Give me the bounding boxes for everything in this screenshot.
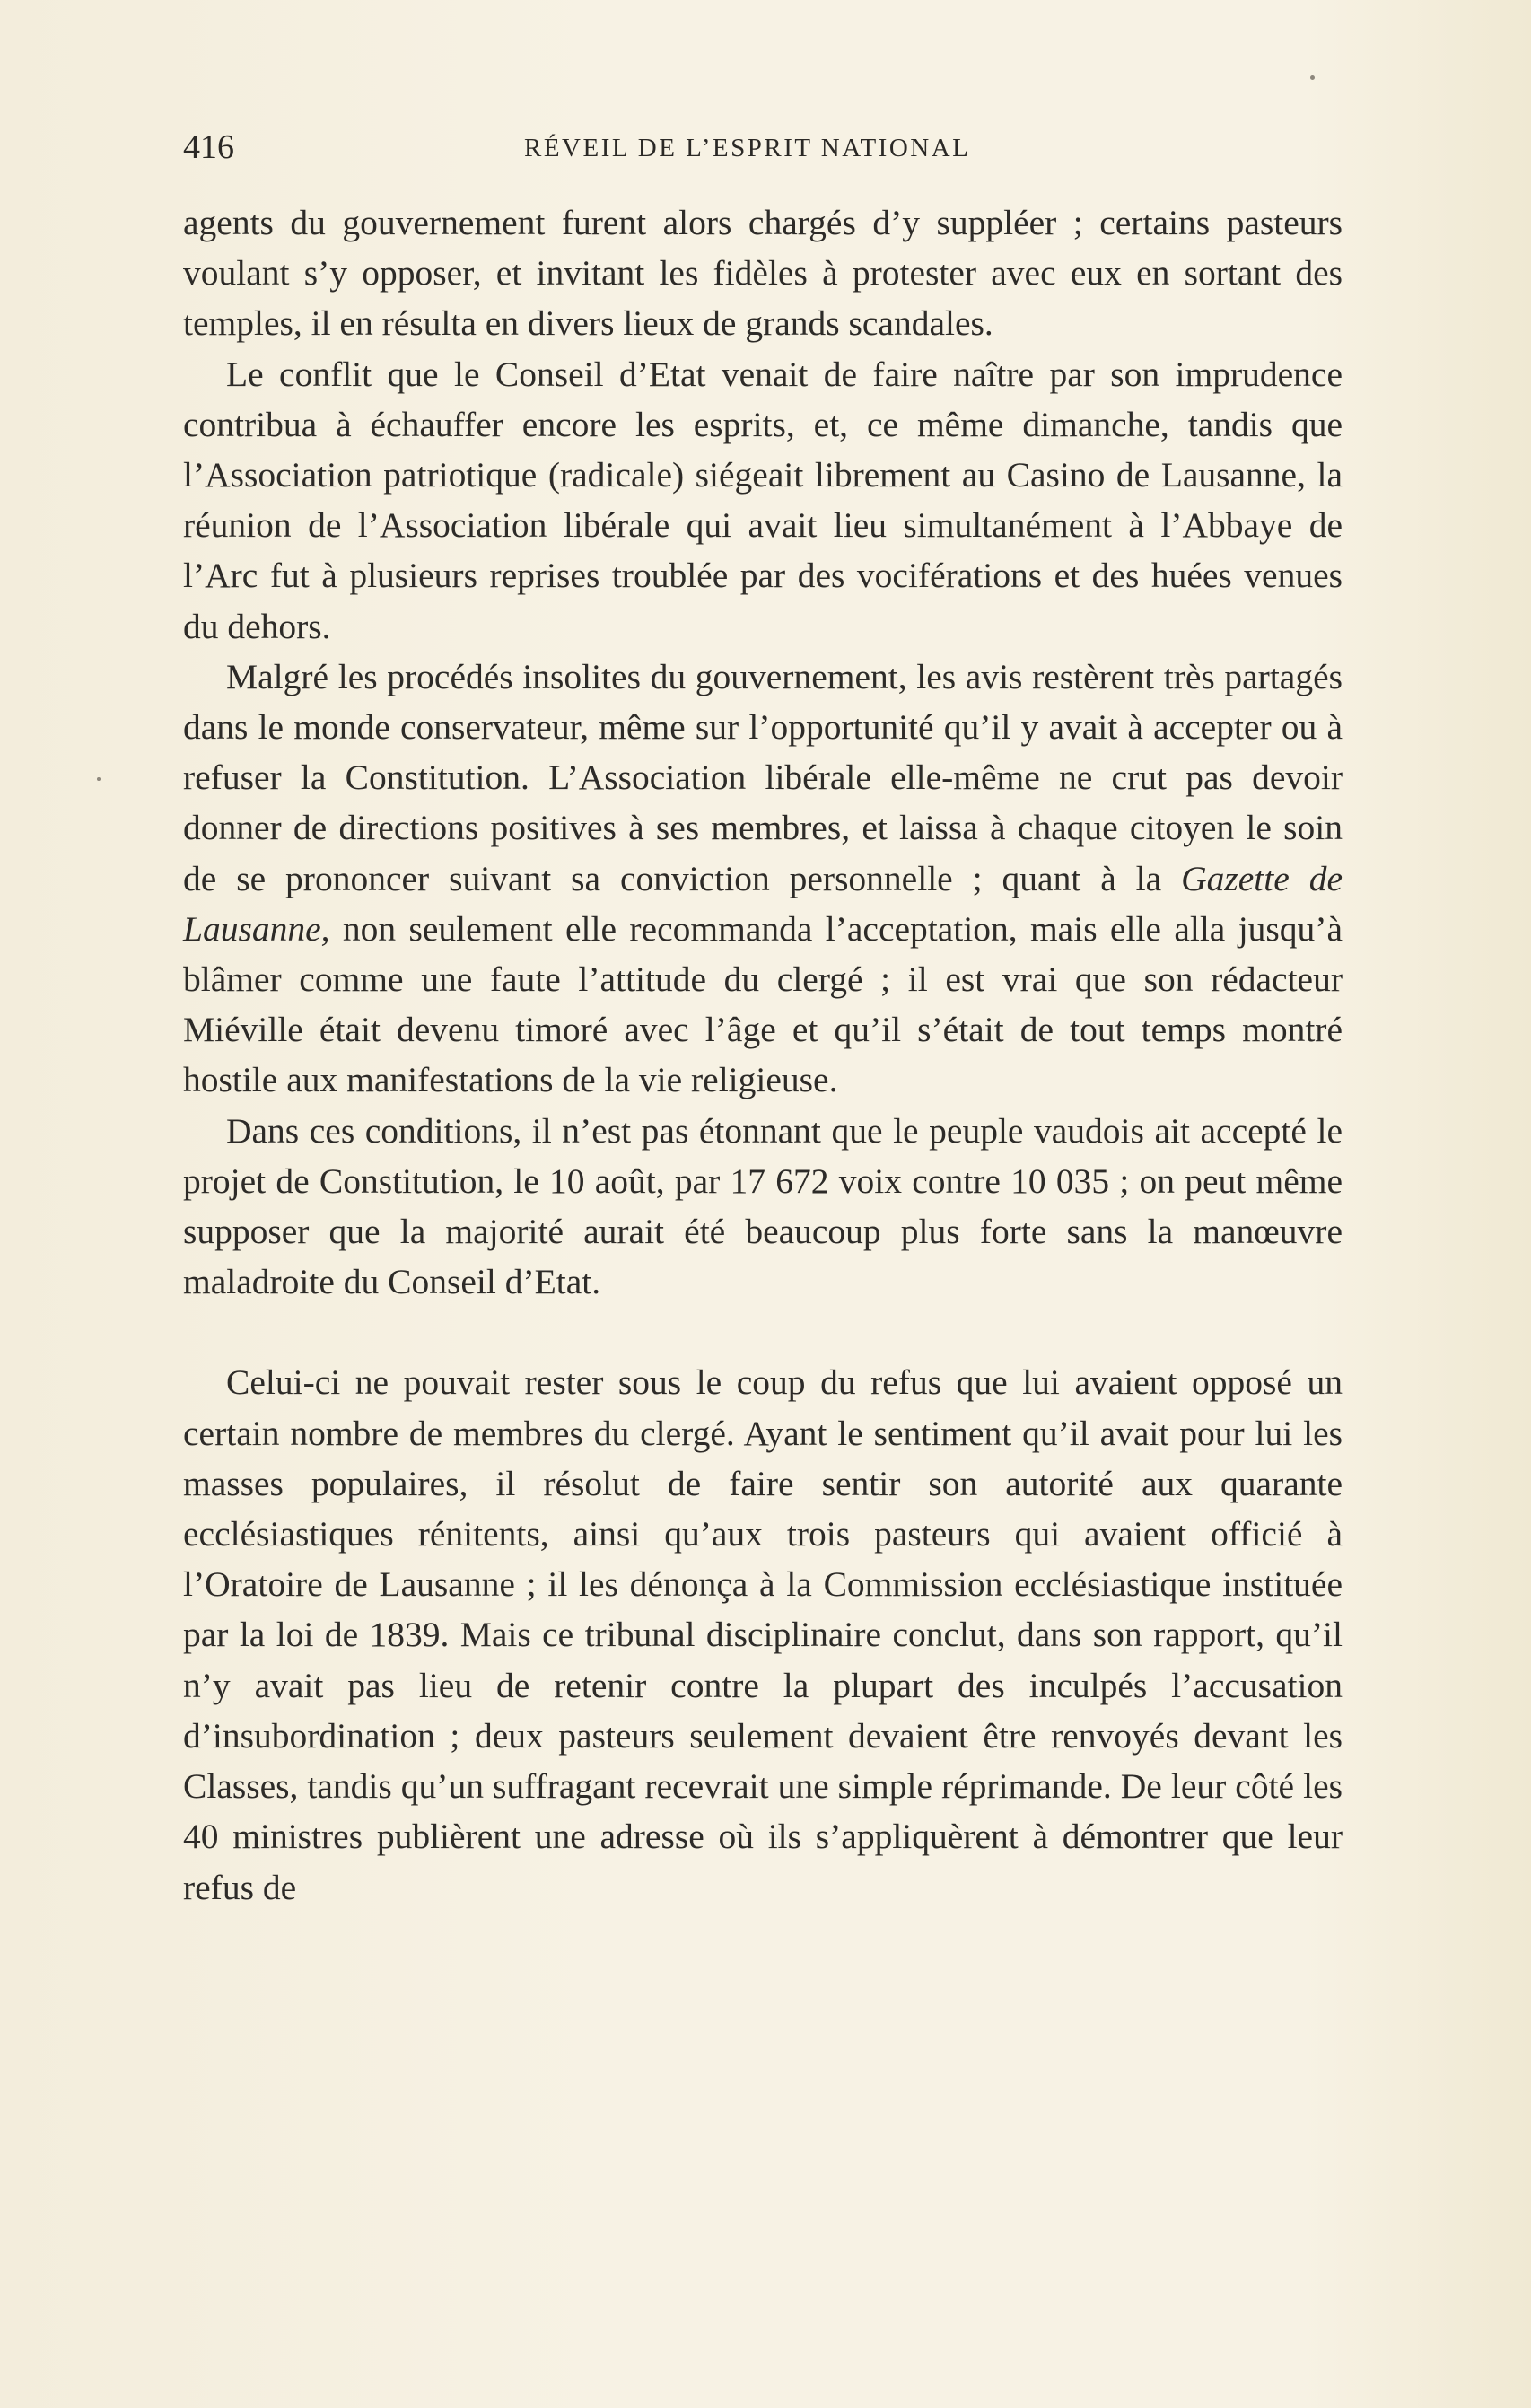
paragraph: agents du gouvernement furent alors chargés d’y suppléer ; certains pasteurs voulant s’y opposer, et invitant les fidèles à protester avec eux en sortant des temples, il en résulta en divers lieux de grands scandales. bbox=[183, 203, 1343, 344]
paragraph: Celui-ci ne pouvait rester sous le coup du refus que lui avaient opposé un certain nombre de membres du clergé. Ayant le sentiment qu’il avait pour lui les masses populaires, il résolut de faire sentir son autorité aux quarante ecclésiastiques rénitents, ainsi qu’aux trois pasteurs qui avaient officié à l’Oratoire de Lausanne ; il les dénonça à la Commission ecclésiastique instituée par la loi de 1839. Mais ce tribunal disciplinaire conclut, dans son rapport, qu’il n’y avait pas lieu de retenir contre la plupart des inculpés l’accusation d’insubordination ; deux pasteurs seulement devaient être renvoyés devant les Classes, tandis qu’un suffragant recevrait une simple réprimande. De leur côté les 40 ministres publièrent une adresse où ils s’appliquèrent à démontrer que leur refus de bbox=[183, 1362, 1343, 1907]
paragraph: Le conflit que le Conseil d’Etat venait de faire naître par son imprudence contribua à échauffer encore les esprits, et, ce même dimanche, tandis que l’Association patriotique (radicale) siégeait librement au Casino de Lausanne, la réunion de l’Association libérale qui avait lieu simultanément à l’Abbaye de l’Arc fut à plusieurs reprises troublée par des vociférations et des huées venues du dehors. bbox=[183, 354, 1343, 646]
page-number: 416 bbox=[183, 128, 234, 166]
paper-speck bbox=[1310, 75, 1315, 80]
paragraph-text: non seulement elle recommanda l’acceptation, mais elle alla jusqu’à blâmer comme une faute l’attitude du clergé ; il est vrai que son rédacteur Miéville était devenu timoré avec l’âge et qu’il s’était de tout temps montré hostile aux manifestations de la vie religieuse. bbox=[183, 908, 1343, 1100]
paragraph-text: Malgré les procédés insolites du gouvernement, les avis restèrent très partagés dans le monde conservateur, même sur l’opportunité qu’il y avait à accepter ou à refuser la Constitution. L’Association libérale elle-même ne crut pas devoir donner de directions positives à ses membres, et laissa à chaque citoyen le soin de se prononcer suivant sa conviction personnelle ; quant à la bbox=[183, 656, 1343, 898]
paper-speck bbox=[97, 777, 101, 781]
paragraph: Dans ces conditions, il n’est pas étonnant que le peuple vaudois ait accepté le projet de Constitution, le 10 août, par 17 672 voix contre 10 035 ; on peut même supposer que la majorité aurait été beaucoup plus forte sans la manœuvre maladroite du Conseil d’Etat. bbox=[183, 1110, 1343, 1302]
running-title: RÉVEIL DE L’ESPRIT NATIONAL bbox=[524, 134, 971, 162]
newspaper-title: Gazette de Lausanne, bbox=[183, 858, 1343, 949]
paragraph bbox=[183, 652, 1343, 1106]
page-header bbox=[183, 127, 1346, 181]
body-text bbox=[183, 197, 1343, 1913]
